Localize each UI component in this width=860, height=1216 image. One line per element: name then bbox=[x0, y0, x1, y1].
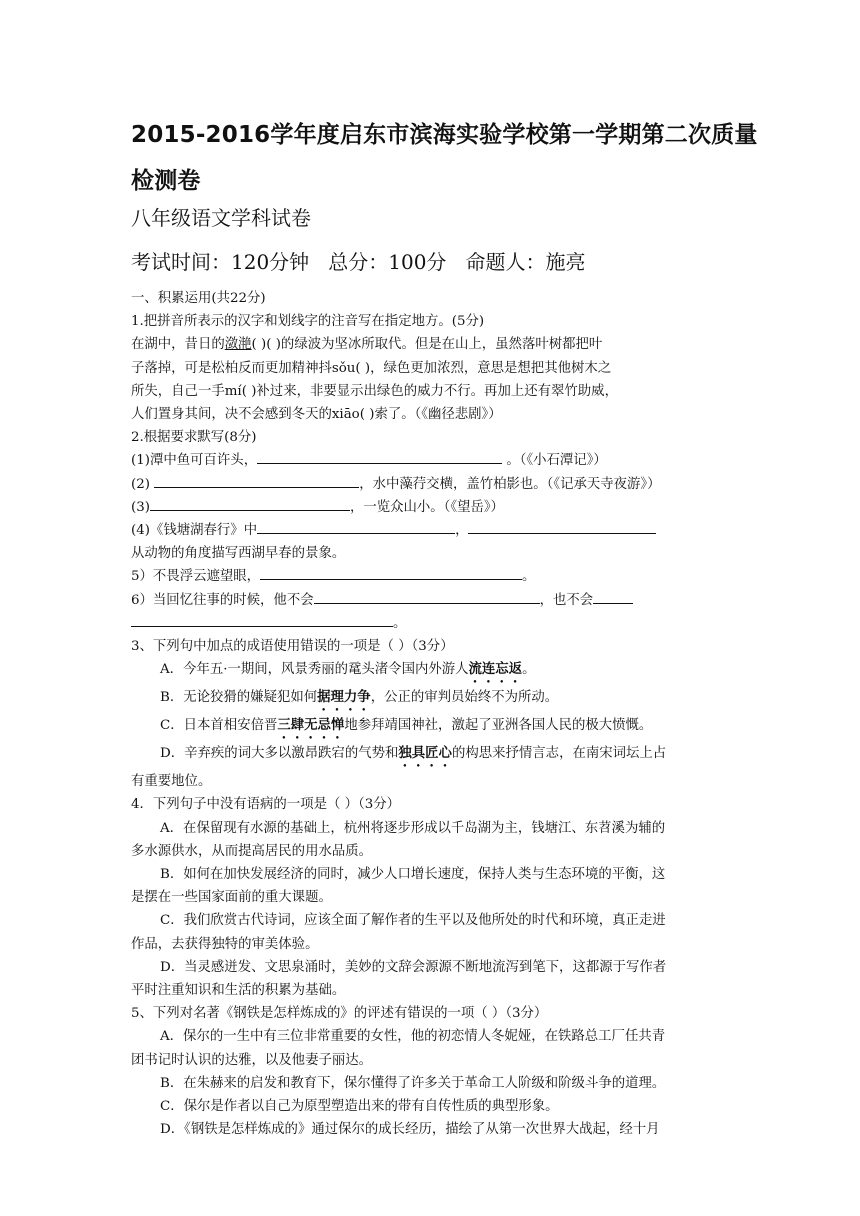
q3-option-c bbox=[131, 714, 731, 742]
exam-subtitle: 八年级语文学科试卷 bbox=[131, 206, 311, 230]
q4-option-c-cont: 作品，去获得独特的审美体验。 bbox=[131, 936, 319, 952]
answer-blank[interactable] bbox=[593, 589, 633, 604]
q2-item-6-cont bbox=[131, 612, 731, 635]
q5-option-b: B．在朱赫来的启发和教育下，保尔懂得了许多关于革命工人阶级和阶级斗争的道理。 bbox=[160, 1075, 666, 1091]
q2-text: ，水中藻荇交横，盖竹柏影也。（《记承天寺夜游》） bbox=[359, 476, 661, 492]
q5-option-a: A．保尔的一生中有三位非常重要的女性，他的初恋情人冬妮娅，在铁路总工厂任共青 bbox=[160, 1029, 666, 1045]
q4-option-c: C．我们欣赏古代诗词，应该全面了解作者的生平以及他所处的时代和环境，真正走进 bbox=[160, 913, 666, 929]
q2-text: 。 bbox=[393, 615, 407, 631]
exam-info: 考试时间：120分钟 总分：100分 命题人：施亮 bbox=[131, 250, 586, 274]
q2-prompt: 2.根据要求默写(8分) bbox=[131, 430, 257, 446]
q1-line: 人们置身其间，决不会感到冬天的xiāo( )索了。（《幽径悲剧》） bbox=[131, 407, 502, 423]
q2-text: 。（《小石潭记》） bbox=[506, 453, 607, 469]
q2-item-2 bbox=[131, 473, 731, 496]
q1-prompt: 1.把拼音所表示的汉字和划线字的注音写在指定地方。(5分) bbox=[131, 314, 485, 330]
answer-blank[interactable] bbox=[260, 565, 522, 580]
q2-text: (4)《钱塘湖春行》中 bbox=[131, 523, 258, 539]
dotted-idiom: 流连忘返 bbox=[468, 661, 523, 678]
q5-prompt: 5、下列对名著《钢铁是怎样炼成的》的评述有错误的一项（ ）（3分） bbox=[131, 1006, 548, 1022]
q1-underlined-word: 潋滟 bbox=[224, 337, 252, 353]
q2-text: ， bbox=[455, 523, 469, 539]
q2-text: ，也不会 bbox=[539, 592, 594, 608]
q2-item-1 bbox=[131, 449, 731, 472]
q3-option-d bbox=[131, 742, 731, 770]
answer-blank[interactable] bbox=[468, 519, 656, 534]
q4-option-a-cont: 多水源供水，从而提高居民的用水品质。 bbox=[131, 843, 373, 859]
q1-line: 所失，自己一手mí( )补过来，非要显示出绿色的威力不行。再加上还有翠竹助威， bbox=[131, 383, 618, 399]
option-text: 的构思来抒情言志，在南宋词坛上占 bbox=[451, 746, 667, 762]
option-text: 。 bbox=[522, 662, 536, 678]
dotted-idiom: 据理力争 bbox=[317, 689, 371, 706]
option-text: ，公正的审判员始终不为所动。 bbox=[370, 690, 559, 706]
q2-text: 。 bbox=[522, 569, 536, 585]
q2-text: (3) bbox=[131, 499, 150, 515]
q1-text: 在湖中，昔日的 bbox=[131, 337, 225, 353]
q2-text: 5）不畏浮云遮望眼， bbox=[131, 569, 261, 585]
answer-blank[interactable] bbox=[314, 589, 540, 604]
option-text: B．无论狡猾的嫌疑犯如何 bbox=[160, 690, 318, 706]
q2-text: (1)潭中鱼可百许头， bbox=[131, 453, 258, 469]
q3-option-b bbox=[131, 686, 731, 714]
section-heading: 一、积累运用(共22分) bbox=[131, 291, 266, 306]
q3-prompt: 3、下列句中加点的成语使用错误的一项是（ ）（3分） bbox=[131, 639, 454, 655]
answer-blank[interactable] bbox=[257, 519, 455, 534]
dotted-idiom: 三肆无忌惮 bbox=[277, 717, 345, 734]
q4-option-d-cont: 平时注重知识和生活的积累为基础。 bbox=[131, 983, 346, 999]
exam-title: 2015-2016学年度启东市滨海实验学校第一学期第二次质量检测卷 bbox=[131, 122, 758, 194]
q2-text: ，一览众山小。（《望岳》） bbox=[349, 499, 504, 515]
q5-option-a-cont: 团书记时认识的达雅，以及他妻子丽达。 bbox=[131, 1052, 373, 1068]
q5-option-d: D．《钢铁是怎样炼成的》通过保尔的成长经历，描绘了从第一次世界大战起，经十月 bbox=[160, 1122, 660, 1138]
q1-text: ( )( )的绿波为坚冰所取代。但是在山上，虽然落叶树都把叶 bbox=[251, 337, 603, 353]
q2-item-6 bbox=[131, 589, 731, 612]
q2-text: 6）当回忆往事的时候，他不会 bbox=[131, 592, 314, 608]
option-text: A．今年五·一期间，风景秀丽的鼋头渚令国内外游人 bbox=[160, 662, 469, 678]
q1-line bbox=[131, 333, 731, 356]
q1-line: 子落掉，可是松柏反而更加精神抖sǒu( )，绿色更加浓烈，意思是想把其他树木之 bbox=[131, 360, 612, 376]
q2-text: (2) bbox=[131, 476, 150, 492]
q3-option-a bbox=[131, 658, 731, 686]
q2-item-4-cont: 从动物的角度描写西湖早春的景象。 bbox=[131, 546, 346, 562]
answer-blank[interactable] bbox=[150, 496, 350, 511]
q2-item-5 bbox=[131, 565, 731, 588]
q4-option-b-cont: 是摆在一些国家面前的重大课题。 bbox=[131, 890, 332, 906]
answer-blank[interactable] bbox=[154, 473, 359, 488]
q4-option-a: A．在保留现有水源的基础上，杭州将逐步形成以千岛湖为主，钱塘江、东苕溪为辅的 bbox=[160, 820, 666, 836]
q5-option-c: C．保尔是作者以自己为原型塑造出来的带有自传性质的典型形象。 bbox=[160, 1099, 559, 1115]
option-text: C．日本首相安倍晋 bbox=[160, 718, 278, 734]
q2-item-4 bbox=[131, 519, 731, 542]
dotted-idiom: 独具匠心 bbox=[398, 745, 452, 762]
answer-blank[interactable] bbox=[131, 612, 393, 627]
option-text: 地参拜靖国神社，激起了亚洲各国人民的极大愤慨。 bbox=[344, 718, 653, 734]
q4-option-d: D．当灵感迸发、文思泉涌时，美妙的文辞会源源不断地流泻到笔下，这都源于写作者 bbox=[160, 959, 667, 975]
q3-option-d-cont: 有重要地位。 bbox=[131, 774, 212, 790]
q4-prompt: 4．下列句子中没有语病的一项是（ ）（3分） bbox=[131, 797, 401, 813]
answer-blank[interactable] bbox=[257, 449, 502, 464]
q2-item-3 bbox=[131, 496, 731, 519]
q4-option-b: B．如何在加快发展经济的同时，减少人口增长速度，保持人类与生态环境的平衡，这 bbox=[160, 867, 666, 883]
exam-body bbox=[131, 287, 731, 1142]
option-text: D．辛弃疾的词大多以激昂跌宕的气势和 bbox=[160, 746, 399, 762]
